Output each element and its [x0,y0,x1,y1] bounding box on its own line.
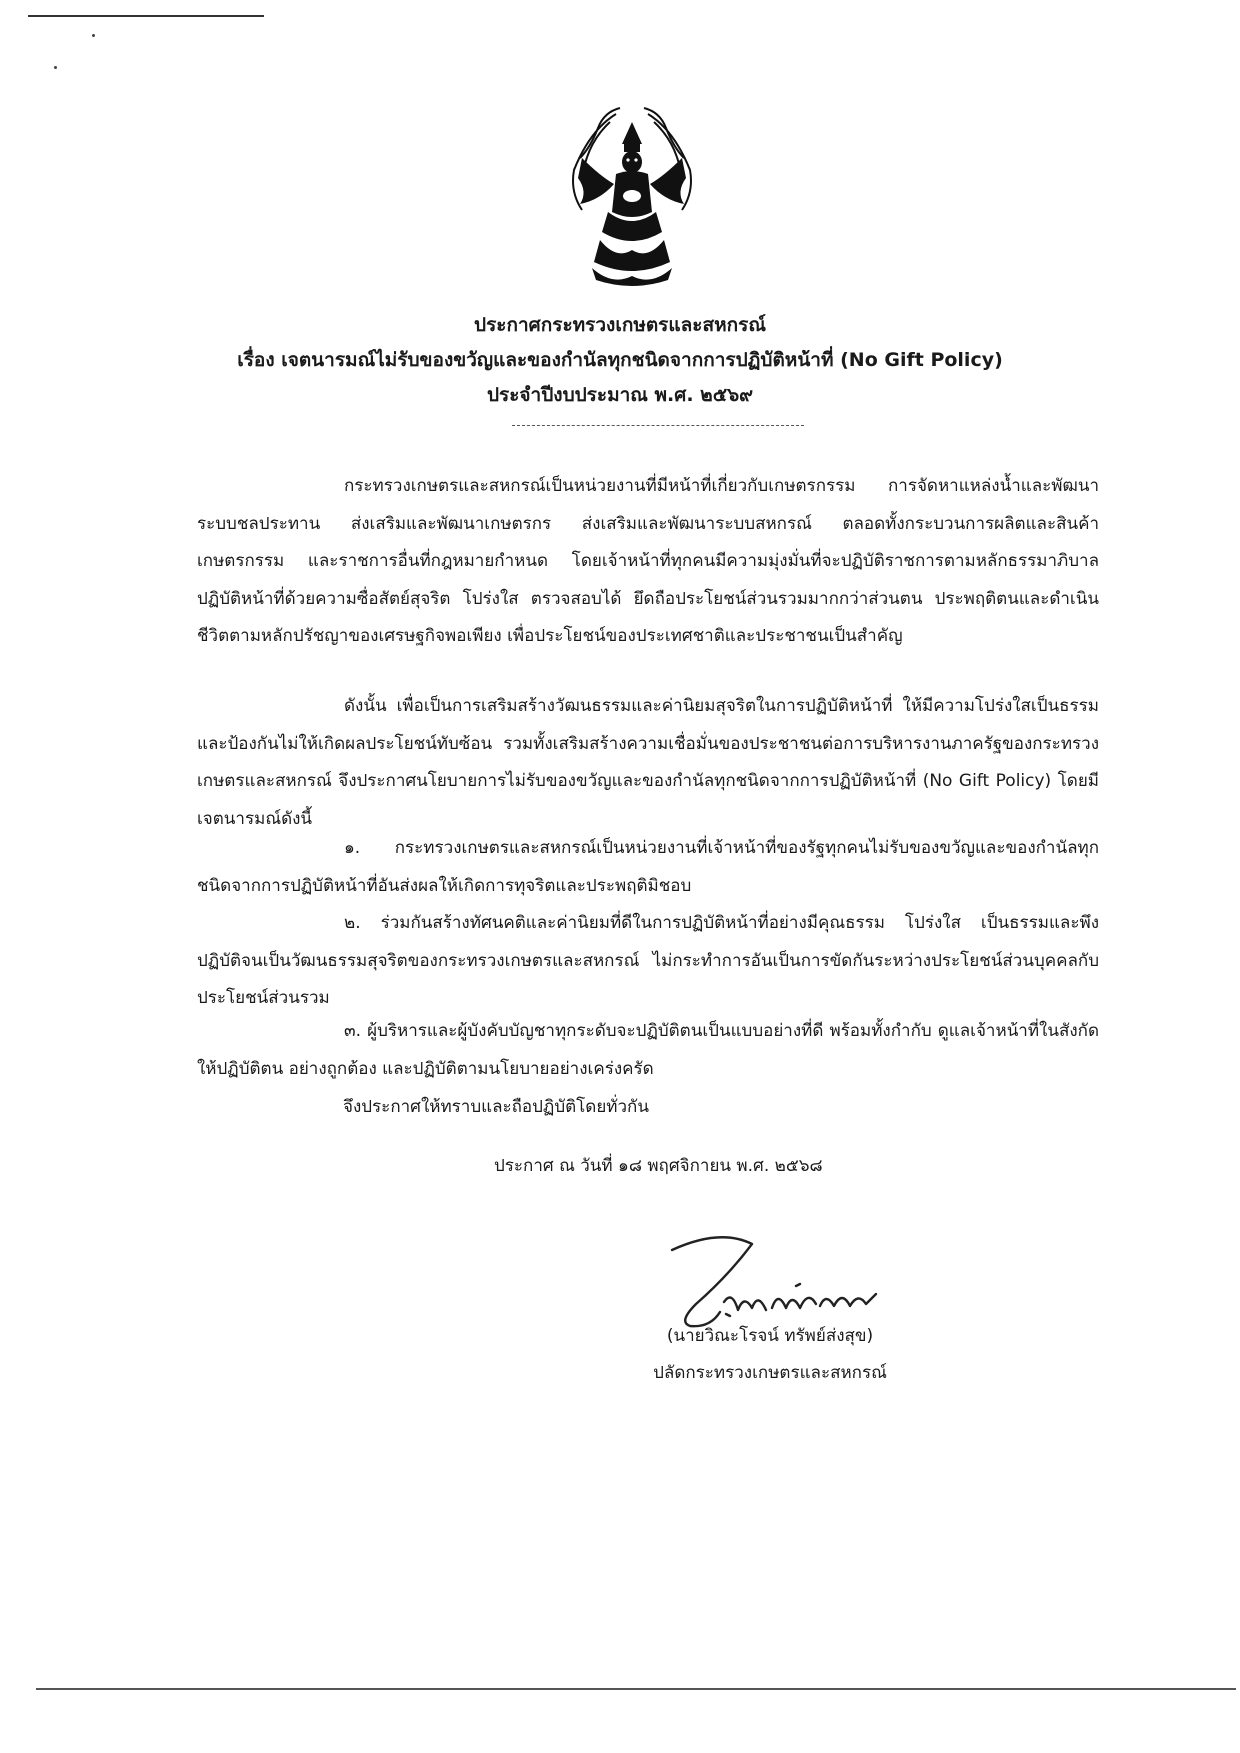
top-rule [28,15,264,17]
policy-item-1: ๑. กระทรวงเกษตรและสหกรณ์เป็นหน่วยงานที่เจ้าหน้าที่ของรัฐทุกคนไม่รับของขวัญและของกำนัลทุกชนิดจากการปฏิบัติหน้าที่อันส่งผลให้เกิดการทุจริตและประพฤติมิชอบ [197,838,1099,896]
scan-speck [92,34,95,37]
scan-speck [54,66,57,69]
announcement-date: ประกาศ ณ วันที่ ๑๘ พฤศจิกายน พ.ศ. ๒๕๖๘ [494,1156,823,1176]
policy-item-3: ๓. ผู้บริหารและผู้บังคับบัญชาทุกระดับจะปฏิบัติตนเป็นแบบอย่างที่ดี พร้อมทั้งกำกับ ดูแลเจ้าหน้าที่ในสังกัดให้ปฏิบัติตน อย่างถูกต้อง และปฏิบัติตามนโยบายอย่างเคร่งครัด [197,1021,1099,1079]
signatory-name: (นายวิณะโรจน์ ทรัพย์ส่งสุข) [666,1326,874,1346]
body-paragraph-1: กระทรวงเกษตรและสหกรณ์เป็นหน่วยงานที่มีหน้าที่เกี่ยวกับเกษตรกรรม การจัดหาแหล่งน้ำและพัฒนาระบบชลประทาน ส่งเสริมและพัฒนาเกษตรกร ส่งเสริมและพัฒนาระบบสหกรณ์ ตลอดทั้งกระบวนการผลิตและสินค้าเกษตรกรรม และราชการอื่นที่กฎหมายกำหนด โดยเจ้าหน้าที่ทุกคนมีความมุ่งมั่นที่จะปฏิบัติราชการตามหลักธรรมาภิบาล ปฏิบัติหน้าที่ด้วยความซื่อสัตย์สุจริต โปร่งใส ตรวจสอบได้ ยึดถือประโยชน์ส่วนรวมมากกว่าส่วนตน ประพฤติตนและดำเนินชีวิตตามหลักปรัชญาของเศรษฐกิจพอเพียง เพื่อประโยชน์ของประเทศชาติและประชาชนเป็นสำคัญ [197,476,1099,646]
announcement-title: ประกาศกระทรวงเกษตรและสหกรณ์ [474,314,766,336]
policy-item-2: ๒. ร่วมกันสร้างทัศนคติและค่านิยมที่ดีในการปฏิบัติหน้าที่อย่างมีคุณธรรม โปร่งใส เป็นธรรมและพึงปฏิบัติจนเป็นวัฒนธรรมสุจริตของกระทรวงเกษตรและสหกรณ์ ไม่กระทำการอันเป็นการขัดกันระหว่างประโยชน์ส่วนบุคคลกับประโยชน์ส่วนรวม [197,913,1099,1008]
garuda-emblem-icon [560,100,704,290]
signatory-position: ปลัดกระทรวงเกษตรและสหกรณ์ [653,1363,887,1383]
bottom-rule [36,1688,1236,1690]
closing-statement: จึงประกาศให้ทราบและถือปฏิบัติโดยทั่วกัน [343,1097,649,1117]
announcement-subject: เรื่อง เจตนารมณ์ไม่รับของขวัญและของกำนัลทุกชนิดจากการปฏิบัติหน้าที่ (No Gift Policy) [237,349,1003,371]
header-divider [512,425,804,426]
body-paragraph-2: ดังนั้น เพื่อเป็นการเสริมสร้างวัฒนธรรมและค่านิยมสุจริตในการปฏิบัติหน้าที่ ให้มีความโปร่งใสเป็นธรรม และป้องกันไม่ให้เกิดผลประโยชน์ทับซ้อน รวมทั้งเสริมสร้างความเชื่อมั่นของประชาชนต่อการบริหารงานภาครัฐของกระทรวงเกษตรและสหกรณ์ จึงประกาศนโยบายการไม่รับของขวัญและของกำนัลทุกชนิดจากการปฏิบัติหน้าที่ (No Gift Policy) โดยมีเจตนารมณ์ดังนี้ [197,696,1099,829]
announcement-fiscal-year: ประจำปีงบประมาณ พ.ศ. ๒๕๖๙ [486,384,754,406]
